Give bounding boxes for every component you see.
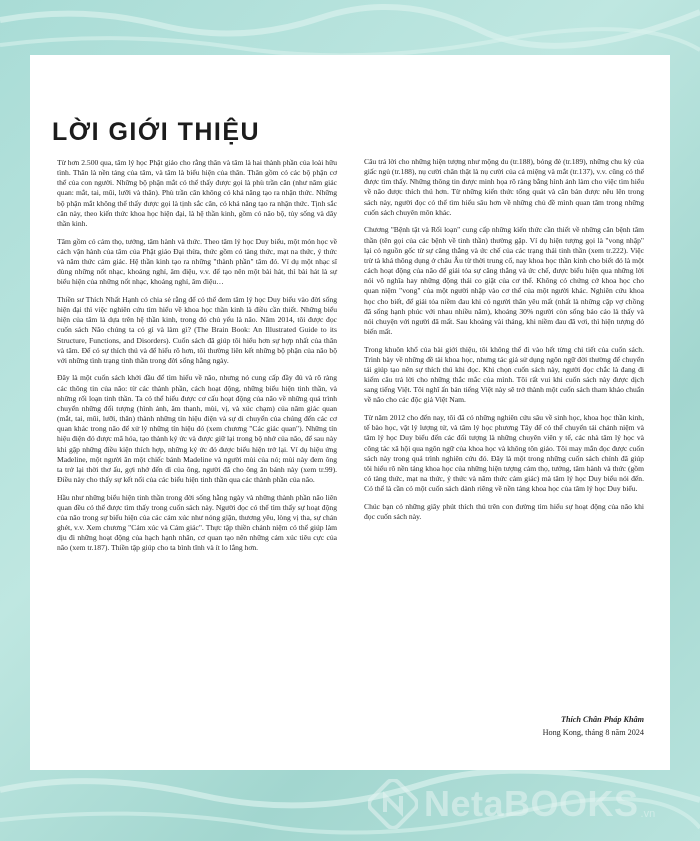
paragraph: Trong khuôn khổ của bài giới thiệu, tôi không thể đi vào hết từng chi tiết của cuốn sách. Trình bày về những đề tài khoa học, nhưng tác giả sử dụng ngôn ngữ đời thường để chuyển tải giúp tạo nên sự thích thú khi đọc. Khi chọn cuốn sách này, người đọc chắc là đang đi kiếm câu trả lời cho những thắc mắc của mình. Tôi rất vui khi cuốn sách này được dịch sang tiếng Việt. Tôi nghĩ ấn bản tiếng Việt này sẽ trở thành một cuốn sách tham khảo chuẩn về não cho các độc giả Việt Nam.: [364, 344, 644, 405]
signature-block: [364, 713, 644, 739]
paragraph: Chương "Bệnh tật và Rối loạn" cung cấp những kiến thức cần thiết về những căn bệnh tâm thần (tên gọi của các bệnh về tinh thần) thường gặp. Ví dụ hiện tượng gọi là "vong nhập" lại có nguồn gốc từ sự căng thẳng và ức chế của các trạng thái tinh thần (xem tr.222). Việc trừ tà khá thông dụng ở châu Âu từ thời trung cổ, nay khoa học thần kinh cho biết đó là một cách hoạt động của não để giải tỏa sự căng thẳng và ức chế, được biểu hiện qua những lời nói vô nghĩa hay những động thái co giật của cơ thể. Không có chứng cớ khoa học cho quan niệm "vong" của một người nhập vào cơ thể của một người khác. Nghiên cứu khoa học cho biết, để giải tỏa niềm đau khi có người thân yêu mất (nhất là những cặp vợ chồng đã sống hạnh phúc với nhau nhiều năm), khoảng 30% người còn sống báo cáo là thấy và nói chuyện với người đã mất. Sau khoảng vài tháng, khi niềm đau đã vơi, thì hiện tượng đó biến mất.: [364, 225, 644, 336]
paragraph: Hầu như những biểu hiện tinh thần trong đời sống hằng ngày và những thành phần não liên quan đều có thể được tìm thấy trong cuốn sách này. Người đọc có thể tìm thấy sự hoạt động của não trong sự biểu hiện của các cảm xúc như nóng giận, thương yêu, lòng vị tha, sự chán ghét, v.v. Xem chương "Cảm xúc và Cảm giác". Thực tập thiền chánh niệm có thể giúp làm dịu đi những hoạt động của hạch hạnh nhân, cơ quan tạo nên những cảm xúc tiêu cực của não (xem tr.187). Thiền tập giúp cho ta bình tĩnh và ít lo lắng hơn.: [57, 492, 337, 553]
watermark-suffix: .vn: [640, 808, 656, 820]
watermark-brand: NetaBOOKS: [424, 783, 639, 824]
paragraph: Đây là một cuốn sách khởi đầu để tìm hiểu về não, nhưng nó cung cấp đầy đủ và rõ ràng các thông tin của não: từ các thành phần, cách hoạt động, những biểu hiện tinh thần, và những rối loạn tinh thần. Ta có thể hiểu được cơ cấu hoạt động của não về những quá trình chuyển những đối tượng (hình ảnh, âm thanh, mùi, vị, và xúc chạm) của năm giác quan (mắt, tai, mũi, lưỡi, thân) thành những tín hiệu điện và sự di chuyển của chúng đến các cơ quan khác trong não để xử lý những tín hiệu đó (xem chương "Các giác quan"). Những tín hiệu điện đó được mã hóa, tạo thành ký ức và được giữ lại trong bộ nhớ của não, để sau này khi gặp những điều kiện thích hợp, những ký ức đó được biểu hiện trở lại. Ví dụ hiệu ứng Madeline, một người ăn một chiếc bánh Madeline và người mùi của nó; mùi này đem ông ta trở lại thời thơ ấu, gợi nhớ đến dì của ông, người đã cho ông ăn bánh này (xem tr.99). Điều này cho thấy sự kết nối của các biểu hiện tinh thần qua các thành phần của não.: [57, 373, 337, 485]
left-column: [57, 158, 337, 554]
right-column: [364, 157, 644, 522]
paragraph: Câu trả lời cho những hiện tượng như mộng du (tr.188), bóng đè (tr.189), những chu kỳ của giấc ngủ (tr.188), nụ cười chân thật là nụ cười của cả miệng và mắt (tr.137), v.v. cũng có thể được tìm thấy. Những thông tin được minh họa rõ ràng bằng hình ảnh làm cho việc tìm hiểu về não được thích thú hơn. Từ những kiến thức tổng quát và căn bản được nêu lên trong sách này, người đọc có thể tìm hiểu sâu hơn về những chủ đề mình quan tâm trong những cuốn sách chuyên môn khác.: [364, 157, 644, 217]
page-title: LỜI GIỚI THIỆU: [52, 118, 261, 146]
place-date: Hong Kong, tháng 8 năm 2024: [542, 728, 644, 737]
watermark: [368, 776, 688, 832]
paragraph: Từ hơn 2.500 qua, tâm lý học Phật giáo cho rằng thân và tâm là hai thành phần của loài hữu tình. Thân là nền tảng của tâm, và tâm là biểu hiện của thân. Thân gồm có các bộ phận cơ thể của con người. Những bộ phận mắt có thể thấy được gọi là phù trần căn (như năm giác quan: mắt, tai, mũi, lưỡi và thân). Phù trần căn không có khả năng tạo ra nhận thức. Những bộ phận mắt không thể thấy được gọi là tịnh sắc căn, có khả năng tạo ra nhận thức. Tịnh sắc căn này, theo kiến thức khoa học hiện đại, là hệ thần kinh, gồm có não bộ, tủy sống và dây thần kinh.: [57, 158, 337, 228]
paragraph: Từ năm 2012 cho đến nay, tôi đã có những nghiên cứu sâu về sinh học, khoa học thần kinh, tế bào học, vật lý lượng tử, và tâm lý học phương Tây để có thể chuyển tải chánh niệm và tâm lý học Duy biểu đến các đối tượng là những chuyên viên y tế, các nhà tâm lý học và công tác xã hội qua ngôn ngữ của khoa học và không tôn giáo. Tôi may mắn đọc được cuốn sách này trong quá trình nghiên cứu đó. Đây là một trong những cuốn sách chính đã giúp tôi hiểu rõ nền tảng khoa học của những hiện tượng cảm thọ, tưởng, tâm hành và thức (gồm có tàng thức, mạt na thức, ý thức và năm thức cảm giác) mà tâm lý học Duy biểu nói đến. Có thể là cần có một cuốn sách dành riêng về nền tảng khoa học của tâm lý học Duy biểu.: [364, 413, 644, 494]
paragraph: Tâm gồm có cảm thọ, tưởng, tâm hành và thức. Theo tâm lý học Duy biểu, một món học về cách vận hành của tâm của Phật giáo Đại thừa, thức gồm có tàng thức, mạt na thức, ý thức và năm thức cảm giác. Hệ thần kinh tạo ra những "thành phần" tâm đó. Ví dụ một nhạc sĩ dùng những nốt nhạc, khoảng nghỉ, âm điệu, v.v. để tạo nên một bài hát, thì bài hát là sự biểu hiện của những nốt nhạc, khoảng nghỉ, âm điệu…: [57, 236, 337, 287]
author-name: Thích Chân Pháp Khâm: [560, 715, 644, 724]
paragraph: Thiền sư Thích Nhất Hạnh có chia sẻ rằng để có thể đem tâm lý học Duy biểu vào đời sống hiện đại thì việc nghiên cứu tìm hiểu về khoa học thần kinh là điều cần thiết. Những biểu hiện của tâm là dựa trên hệ thần kinh, trong đó chủ yếu là não. Năm 2014, tôi được đọc cuốn sách Não chúng ta có gì và làm gì? (The Brain Book: An Illustrated Guide to its Structure, Functions, and Disorders). Cuốn sách đã giúp tôi hiểu hơn sự hợp nhất của thân và tâm. Để có sự thích thú và để hiểu rõ hơn, tôi thường liên kết những bộ phận của não bộ với những tình trạng tinh thần trong đời sống hằng ngày.: [57, 294, 337, 365]
netabooks-logo-icon: [368, 779, 418, 829]
paragraph: Chúc bạn có những giây phút thích thú trên con đường tìm hiểu sự hoạt động của não khi đọc cuốn sách này.: [364, 501, 644, 521]
